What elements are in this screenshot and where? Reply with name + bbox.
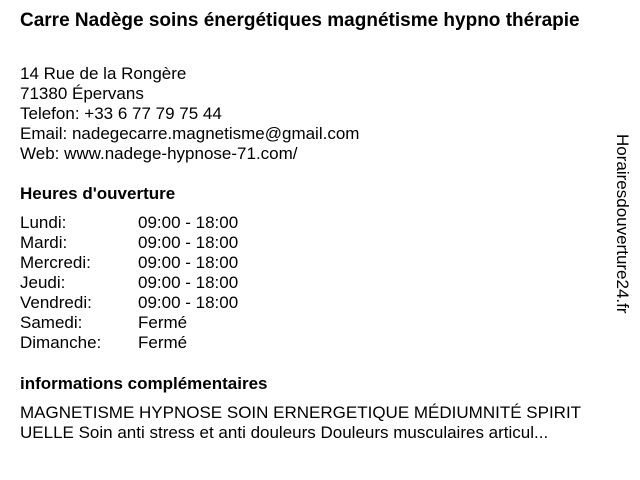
- site-watermark: Horairesdouverture24.fr: [613, 134, 632, 314]
- day-hours: 09:00 - 18:00: [138, 213, 239, 232]
- email-address: Email: nadegecarre.magnetisme@gmail.com: [20, 124, 360, 143]
- info-line: MAGNETISME HYPNOSE SOIN ERNERGETIQUE MÉDIUMNITÉ SPIRIT: [20, 403, 582, 422]
- website: Web: www.nadege-hypnose-71.com/: [20, 144, 298, 163]
- additional-info-text: [20, 403, 630, 443]
- info-line: UELLE Soin anti stress et anti douleurs Douleurs musculaires articul...: [20, 423, 549, 442]
- day-hours: 09:00 - 18:00: [138, 293, 239, 312]
- day-label: Jeudi:: [20, 273, 66, 292]
- street-address: 14 Rue de la Rongère: [20, 64, 187, 83]
- day-hours: 09:00 - 18:00: [138, 253, 239, 272]
- day-label: Vendredi:: [20, 293, 92, 312]
- day-label: Lundi:: [20, 213, 67, 232]
- day-label: Dimanche:: [20, 333, 102, 352]
- opening-hours-heading: Heures d'ouverture: [20, 184, 176, 203]
- day-hours: Fermé: [138, 313, 188, 332]
- day-hours: 09:00 - 18:00: [138, 233, 239, 252]
- phone-number: Telefon: +33 6 77 79 75 44: [20, 104, 222, 123]
- city-postcode: 71380 Épervans: [20, 84, 144, 103]
- day-label: Mercredi:: [20, 253, 91, 272]
- business-title: Carre Nadège soins énergétiques magnétisme hypno thérapie: [20, 10, 580, 31]
- day-hours: Fermé: [138, 333, 188, 352]
- additional-info-heading: informations complémentaires: [20, 374, 268, 393]
- day-label: Mardi:: [20, 233, 68, 252]
- day-label: Samedi:: [20, 313, 83, 332]
- day-hours: 09:00 - 18:00: [138, 273, 239, 292]
- contact-block: [20, 64, 359, 164]
